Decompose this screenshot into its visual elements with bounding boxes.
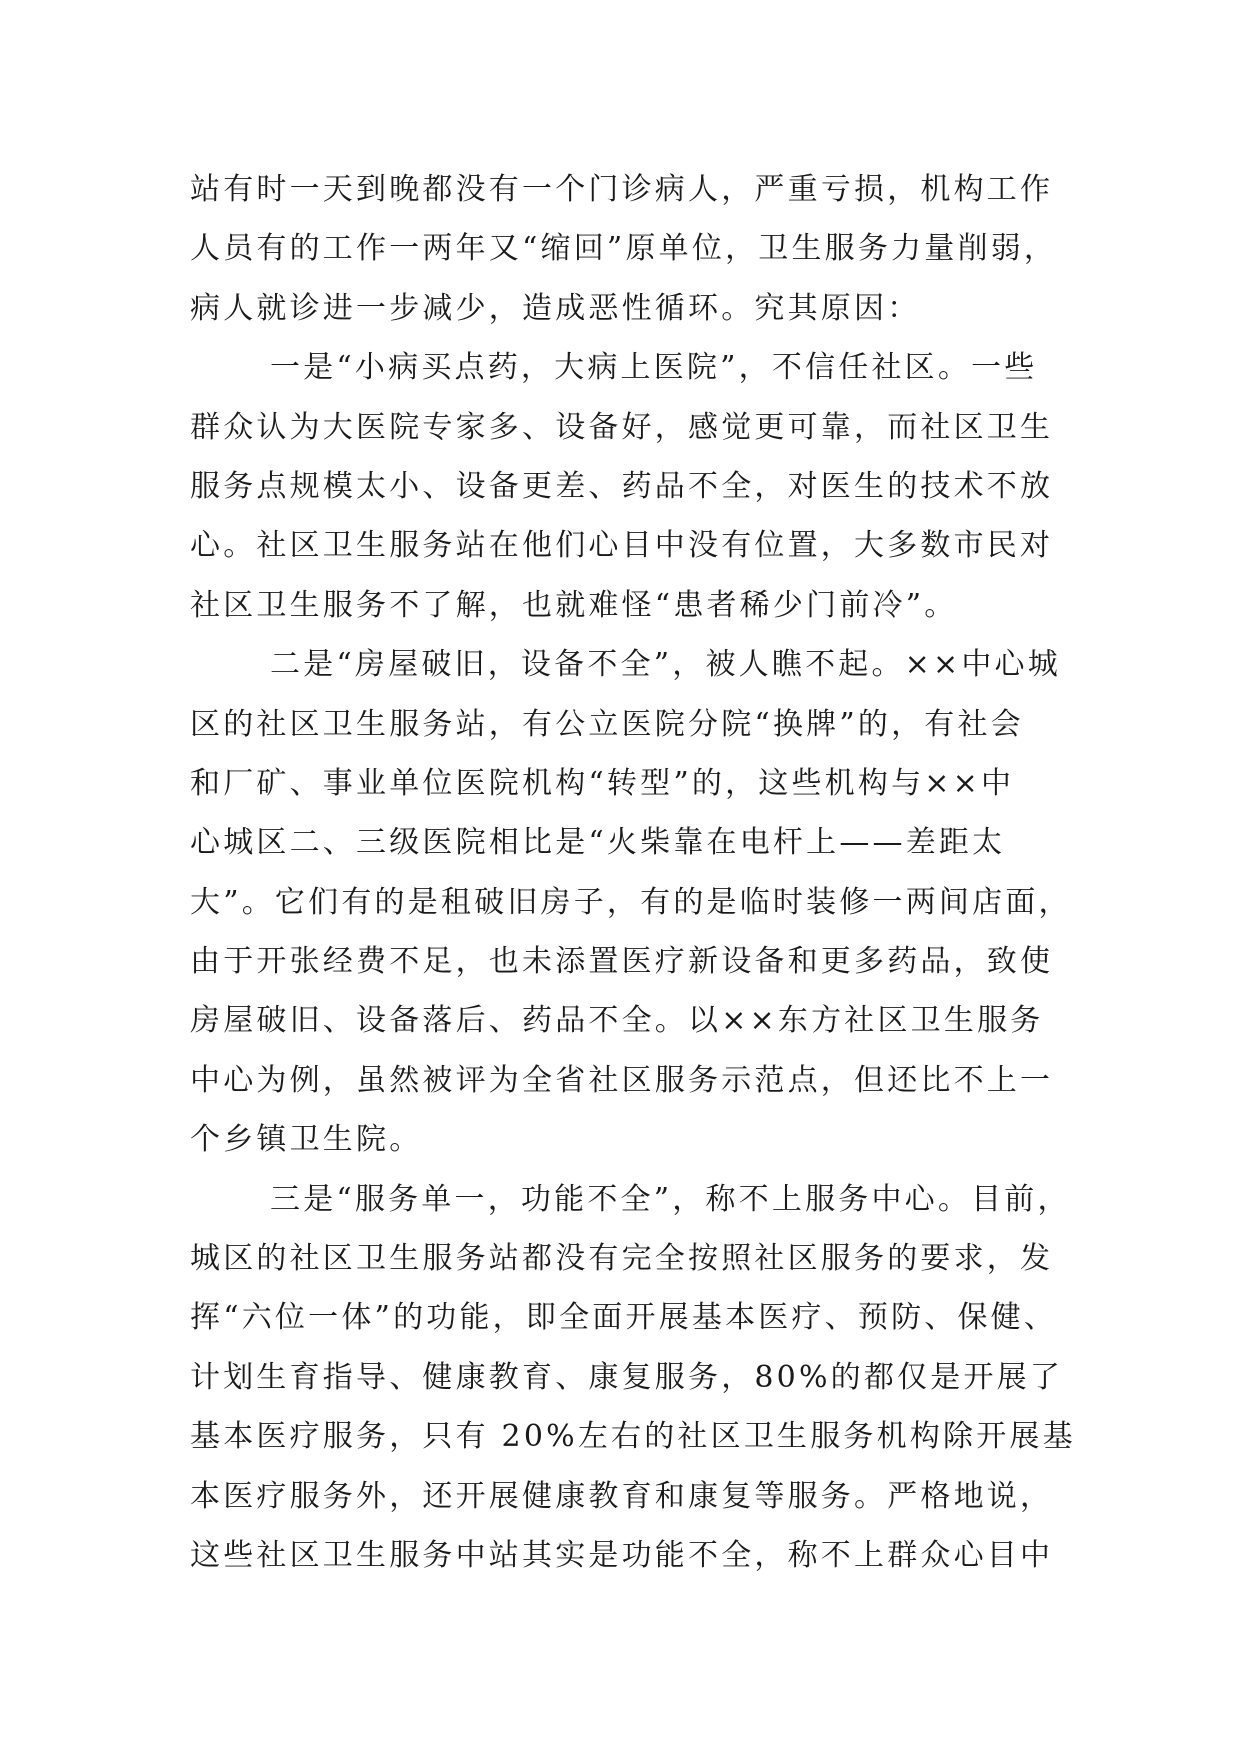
text-line: 群众认为大医院专家多、设备好，感觉更可靠，而社区卫生 [190,409,1054,445]
paragraph-first-line: 三是“服务单一，功能不全”，称不上服务中心。目前， [270,1181,1071,1217]
text-line: 由于开张经费不足，也未添置医疗新设备和更多药品，致使 [190,944,1054,980]
text-line: 房屋破旧、设备落后、药品不全。以××东方社区卫生服务 [190,1003,1044,1039]
body-text [190,160,1076,1585]
paragraph-first-line: 一是“小病买点药，大病上医院”，不信任社区。一些 [270,350,1038,386]
paragraph-first-line: 二是“房屋破旧，设备不全”，被人瞧不起。××中心城 [270,647,1061,683]
text-line: 站有时一天到晚都没有一个门诊病人，严重亏损，机构工作 [190,172,1054,207]
text-line: 城区的社区卫生服务站都没有完全按照社区服务的要求，发 [190,1241,1054,1277]
text-line: 中心为例，虽然被评为全省社区服务示范点，但还比不上一 [190,1062,1054,1098]
text-line: 计划生育指导、健康教育、康复服务，80%的都仅是开展了 [190,1359,1064,1395]
text-line: 大”。它们有的是租破旧房子，有的是临时装修一两间店面， [190,884,1072,920]
text-line: 挥“六位一体”的功能，即全面开展基本医疗、预防、保健、 [190,1300,1058,1336]
text-line: 人员有的工作一两年又“缩回”原单位，卫生服务力量削弱， [190,231,1058,267]
text-line: 服务点规模太小、设备更差、药品不全，对医生的技术不放 [190,468,1054,504]
text-line: 基本医疗服务，只有 20%左右的社区卫生服务机构除开展基 [190,1419,1076,1455]
text-line: 个乡镇卫生院。 [190,1122,423,1158]
text-line: 和厂矿、事业单位医院机构“转型”的，这些机构与××中 [190,765,1015,801]
text-line: 社区卫生服务不了解，也就难怪“患者稀少门前冷”。 [190,587,958,623]
text-line: 心。社区卫生服务站在他们心目中没有位置，大多数市民对 [190,528,1054,564]
text-line: 区的社区卫生服务站，有公立医院分院“换牌”的，有社会 [190,706,1024,742]
text-line: 这些社区卫生服务中站其实是功能不全，称不上群众心目中 [190,1537,1054,1573]
text-line: 本医疗服务外，还开展健康教育和康复等服务。严格地说， [190,1478,1054,1514]
text-line: 心城区二、三级医院相比是“火柴靠在电杆上——差距太 [190,825,1006,861]
text-line: 病人就诊进一步减少，造成恶性循环。究其原因： [190,290,921,326]
